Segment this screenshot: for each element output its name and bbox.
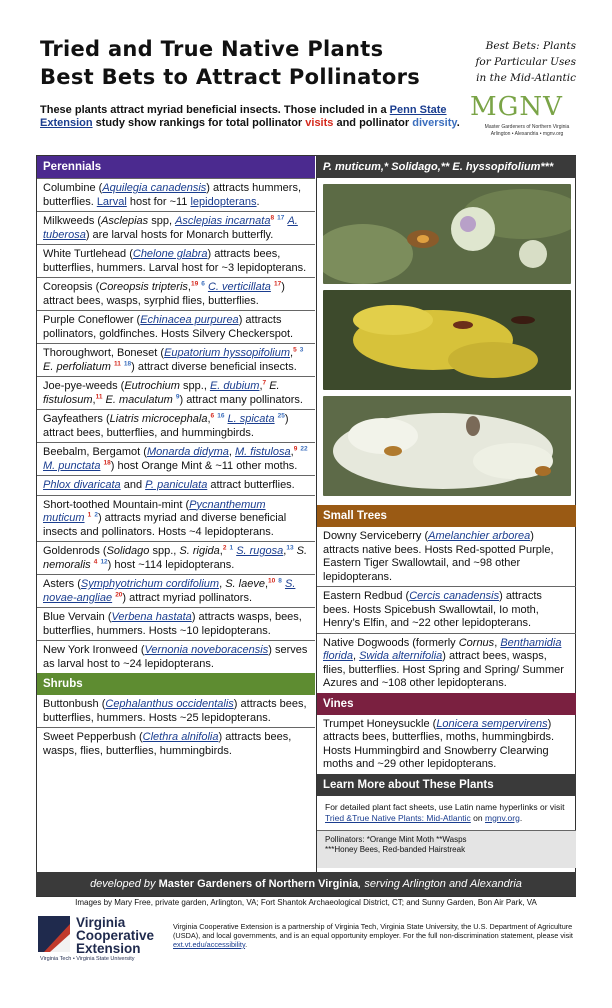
mgnv-sub-2: Arlington • Alexandria • mgnv.org xyxy=(490,131,564,137)
mgnv-logo-letters: MGNV xyxy=(470,92,563,122)
title-line-2: Best Bets to Attract Pollinators xyxy=(40,65,421,89)
entry-dogwoods xyxy=(317,633,576,693)
text: , xyxy=(352,650,360,662)
diversity-rank: 25 xyxy=(277,412,285,420)
visits-rank: 8 xyxy=(270,214,275,222)
link-lepidopterans[interactable]: lepidopterans xyxy=(190,195,257,208)
text: Trumpet Honeysuckle ( xyxy=(323,717,437,730)
visits-rank: 17 xyxy=(273,280,282,288)
footnote-line-1: Pollinators: *Orange Mint Moth **Wasps xyxy=(325,834,467,844)
entry-phlox xyxy=(37,475,315,495)
text: ) attracts native bees. Hosts Red-spotted Purple, Eastern Tiger Swallowtail, and ~98 other lepidopterans. xyxy=(323,530,554,583)
small-trees-heading: Small Trees xyxy=(317,505,576,527)
link-mgnv-org[interactable]: mgnv.org xyxy=(485,812,520,823)
text: ) attracts wasps, bees, butterflies, hummers. Hosts ~10 lepidopterans. xyxy=(43,611,302,637)
text: ) attracts bees, butterflies, moths, hummingbirds. Hosts Hummingbird and Snowberry Clearwing moths and ~29 other lepidopterans. xyxy=(323,717,555,770)
text: on xyxy=(470,812,485,823)
link-phlox-divaricata[interactable]: Phlox divaricata xyxy=(43,479,121,491)
link-swida[interactable]: Swida alternifolia xyxy=(359,650,443,662)
text: ) host ~114 lepidopterans. xyxy=(107,558,235,571)
diversity-rank: 8 xyxy=(278,577,282,585)
text: and xyxy=(120,479,146,491)
link-eutrochium-dubium[interactable]: E. dubium xyxy=(209,380,260,392)
photos-heading: P. muticum,* Solidago,** E. hyssopifolium*** xyxy=(317,156,576,178)
text: Milkweeds ( xyxy=(43,215,102,227)
penn-state-link[interactable]: Penn State Extension xyxy=(40,104,447,129)
text: , serving Arlington and Alexandria xyxy=(358,878,522,890)
visits-rank: 5 xyxy=(293,346,297,354)
link-pycnanthemum[interactable]: Pycnanthemum muticum xyxy=(43,498,266,524)
hyssopifolium-photo-icon xyxy=(323,396,571,496)
mgnv-logo-subtitle xyxy=(468,124,586,138)
entry-goldenrods: Goldenrods (Solidago spp., S. rigida,$^2$ $^1$ S. rugosa,$^{13}$ S. nemoralis $^4$ $^{12}$) host ~114 lepidopterans. xyxy=(37,541,315,574)
text: Eastern Redbud ( xyxy=(323,590,410,602)
link-verbena[interactable]: Verbena hastata xyxy=(111,611,192,623)
entry-serviceberry xyxy=(317,527,576,586)
link-monarda-punctata[interactable]: M. punctata xyxy=(43,459,101,472)
footnote-line-2: ***Honey Bees, Red-banded Hairstreak xyxy=(325,844,466,854)
latin-text: Coreopsis tripteris xyxy=(99,281,188,293)
visits-rank: 9 xyxy=(293,445,298,453)
intro-part-4: . xyxy=(456,117,460,129)
link-benthamidia[interactable]: Benthamidia florida xyxy=(323,636,562,662)
badge-line-1: Best Bets: Plants xyxy=(485,40,576,52)
text: developed by xyxy=(90,878,159,890)
diversity-label: diversity xyxy=(412,117,457,129)
link-solidago-rugosa[interactable]: S. rugosa xyxy=(236,545,284,557)
text: . xyxy=(245,940,248,949)
diversity-rank: 1 xyxy=(229,544,234,552)
text: ) serves as larval host to ~24 lepidopterans. xyxy=(43,644,308,670)
text: ) attract myriad pollinators. xyxy=(122,591,253,604)
entry-redbud xyxy=(317,586,576,633)
visits-label: visits xyxy=(305,117,334,129)
entry-milkweeds xyxy=(37,211,315,244)
text: Buttonbush ( xyxy=(43,698,106,710)
text: spp., xyxy=(179,380,210,392)
diversity-rank: 22 xyxy=(300,445,308,453)
entry-turtlehead xyxy=(37,244,315,277)
link-larval[interactable]: Larval xyxy=(96,195,127,208)
vce-name-3: Extension xyxy=(76,941,141,956)
diversity-rank: 12 xyxy=(100,557,108,565)
mgnv-logo xyxy=(470,92,578,122)
link-chelone[interactable]: Chelone glabra xyxy=(132,248,208,260)
image-credits: Images by Mary Free, private garden, Arlington, VA; Fort Shantok Archaeological District, CT; and Sunny Garden, Bon Air Park, VA xyxy=(75,898,537,907)
entry-trumpet-honeysuckle xyxy=(317,715,576,774)
text: ) attracts bees, butterflies, hummers. Larval host for ~3 lepidopterans. xyxy=(43,248,307,274)
link-symphyotrichum-novae-angliae[interactable]: S. novae-angliae xyxy=(43,578,296,604)
link-monarda-fistulosa[interactable]: M. fistulosa xyxy=(235,446,291,458)
text: ) attract bees, wasps, syrphid flies, butterflies. xyxy=(43,281,285,307)
text: Asters ( xyxy=(43,578,81,590)
intro-part-1: These plants attract myriad beneficial insects. Those included in a xyxy=(40,104,390,116)
visits-rank: 4 xyxy=(93,557,98,565)
page-title xyxy=(40,35,420,91)
diversity-rank: 18 xyxy=(123,359,132,367)
text: ) attract bees, butterflies, and hummingbirds. xyxy=(43,413,289,439)
text: ) attract many pollinators. xyxy=(179,393,303,406)
link-coreopsis-verticillata[interactable]: C. verticillata xyxy=(207,281,271,293)
text: Downy Serviceberry ( xyxy=(323,530,429,542)
link-cephalanthus[interactable]: Cephalanthus occidentalis xyxy=(105,698,234,710)
visits-rank: 10 xyxy=(268,577,276,585)
text: ) attracts hummers, butterflies. xyxy=(43,182,302,208)
visits-rank: 20 xyxy=(115,590,123,598)
link-asclepias-tuberosa[interactable]: A. tuberosa xyxy=(43,215,298,241)
text: spp, xyxy=(148,215,176,227)
visits-rank: 11 xyxy=(95,392,103,400)
text: Sweet Pepperbush ( xyxy=(43,731,143,743)
mountain-mint-photo-icon xyxy=(323,184,571,284)
text: Purple Coneflower ( xyxy=(43,314,141,326)
vce-name-1: Virginia xyxy=(76,915,126,930)
entry-coreopsis: Coreopsis (Coreopsis tripteris,$^{19}$ $^6$ C. verticillata $^{17}$) attract bees, wasps, syrphid flies, butterflies. xyxy=(37,277,315,310)
vce-name xyxy=(76,916,154,955)
text: spp., xyxy=(149,545,180,557)
text: ) attracts bees, wasps, flies, butterflies, hummingbirds. xyxy=(43,731,292,757)
entry-thoroughwort: Thoroughwort, Boneset (Eupatorium hyssopifolium,$^5$ $^3$ E. perfoliatum $^{11}$ $^{18}$) attract diverse beneficial insects. xyxy=(37,343,315,376)
visits-rank: 18 xyxy=(103,458,111,466)
diversity-rank: 3 xyxy=(299,346,304,354)
text: ) attracts pollinators, goldfinches. Hosts Silvery Checkerspot. xyxy=(43,314,294,340)
text: , xyxy=(494,636,501,649)
entry-ironweed xyxy=(37,640,315,673)
link-clethra[interactable]: Clethra alnifolia xyxy=(142,731,219,743)
text: Thoroughwort, Boneset ( xyxy=(43,347,165,359)
text: Blue Vervain ( xyxy=(43,611,112,623)
entry-coneflower xyxy=(37,310,315,343)
learn-more-heading: Learn More about These Plants xyxy=(317,774,576,796)
link-eupatorium-hyssopifolium[interactable]: Eupatorium hyssopifolium xyxy=(164,347,291,359)
badge-line-2: for Particular Uses xyxy=(475,56,576,68)
learn-more-text xyxy=(317,796,576,830)
photo-hyssopifolium xyxy=(323,396,571,496)
text: For detailed plant fact sheets, use Latin name hyperlinks or visit xyxy=(325,801,565,812)
text: , xyxy=(219,578,226,590)
main-panel xyxy=(36,155,576,897)
org-name: Master Gardeners of Northern Virginia xyxy=(158,878,359,890)
link-amelanchier[interactable]: Amelanchier arborea xyxy=(428,530,531,542)
shrubs-heading: Shrubs xyxy=(37,673,315,695)
goldenrod-photo-icon xyxy=(323,290,571,390)
text: ) attract diverse beneficial insects. xyxy=(131,360,297,373)
visits-rank: 2 xyxy=(222,544,227,552)
vce-name-2: Cooperative xyxy=(76,928,155,943)
entry-sweet-pepperbush xyxy=(37,727,315,760)
latin-text: Solidago xyxy=(106,545,150,557)
entry-blue-vervain xyxy=(37,607,315,640)
latin-text: Eutrochium xyxy=(124,380,180,392)
diversity-rank: 6 xyxy=(201,280,205,288)
link-liatris-spicata[interactable]: L. spicata xyxy=(227,413,275,425)
link-symphyotrichum-cordifolium[interactable]: Symphyotrichum cordifolium xyxy=(80,578,220,590)
link-tried-true-native-plants[interactable]: Tried &True Native Plants: Mid-Atlantic xyxy=(325,812,471,823)
visits-rank: 19 xyxy=(190,280,199,288)
latin-text: S. rigida xyxy=(179,545,220,557)
mgnv-sub-1: Master Gardeners of Northern Virginia xyxy=(484,124,570,130)
diversity-rank: 13 xyxy=(286,544,294,552)
entry-buttonbush xyxy=(37,695,315,727)
entry-joe-pye-weeds: Joe-pye-weeds (Eutrochium spp., E. dubium,$^7$ E. fistulosum,$^{11}$ E. maculatum $^9$) attract many pollinators. xyxy=(37,376,315,409)
developed-by-band xyxy=(36,872,576,896)
vce-disclaimer xyxy=(173,922,573,949)
latin-text: E. maculatum xyxy=(105,393,173,406)
link-accessibility[interactable]: ext.vt.edu/accessibility xyxy=(173,940,246,949)
pollinator-footnote xyxy=(317,830,576,868)
link-phlox-paniculata[interactable]: P. paniculata xyxy=(145,479,208,491)
text: Columbine ( xyxy=(43,182,103,194)
intro-part-3: and pollinator xyxy=(333,117,413,129)
right-column xyxy=(316,156,576,896)
latin-text: E. fistulosum xyxy=(43,380,280,406)
text: ) attracts bees, butterflies, hummers. Hosts ~25 lepidopterans. xyxy=(43,698,307,724)
text: attract butterflies. xyxy=(207,479,295,491)
link-echinacea[interactable]: Echinacea purpurea xyxy=(140,314,239,326)
text: ) are larval hosts for Monarch butterfly. xyxy=(85,228,274,241)
latin-text: S. nemoralis xyxy=(43,545,308,571)
diversity-rank: 9 xyxy=(175,392,180,400)
text: White Turtlehead ( xyxy=(43,248,133,260)
text: Coreopsis ( xyxy=(43,281,100,293)
text: Joe-pye-weeds ( xyxy=(43,380,125,392)
vines-heading: Vines xyxy=(317,693,576,715)
link-cercis[interactable]: Cercis canadensis xyxy=(409,590,500,602)
photo-goldenrod xyxy=(323,290,571,390)
latin-text: Cornus xyxy=(458,636,495,649)
entry-gayfeathers: Gayfeathers (Liatris microcephala,$^6$ $^{16}$ L. spicata $^{25}$) attract bees, butterflies, and hummingbirds. xyxy=(37,409,315,442)
latin-text: S. laeve xyxy=(225,578,265,590)
entry-columbine xyxy=(37,178,315,211)
text: Virginia Cooperative Extension is a partnership of Virginia Tech, Virginia State University, the U.S. Department of Agriculture (USDA), and local governments, and is an equal opportunity employer. For the full non-discrimination statement, please visit xyxy=(173,922,573,940)
visits-rank: 6 xyxy=(210,412,215,420)
badge-line-3: in the Mid-Atlantic xyxy=(476,72,576,84)
entry-asters: Asters (Symphyotrichum cordifolium, S. laeve,$^{10}$ $^8$ S. novae-angliae $^{20}$) attract myriad pollinators. xyxy=(37,574,315,607)
text: ) attract bees, wasps, flies, butterflies. Host Spring and Spring/ Summer Azures and ~108 other lepidopterans. xyxy=(323,650,564,689)
entry-beebalm: Beebalm, Bergamot (Monarda didyma, M. fistulosa,$^9$ $^{22}$ M. punctata $^{18}$) host Orange Mint & ~11 other moths. xyxy=(37,442,315,475)
text: Gayfeathers ( xyxy=(43,413,110,425)
text: Native Dogwoods (formerly xyxy=(323,636,459,649)
text: ) host Orange Mint & ~11 other moths. xyxy=(110,459,298,472)
text: Beebalm, Bergamot ( xyxy=(43,446,147,458)
text: New York Ironweed ( xyxy=(43,644,145,656)
visits-rank: 7 xyxy=(262,379,267,387)
link-monarda-didyma[interactable]: Monarda didyma xyxy=(146,446,229,458)
diversity-rank: 2 xyxy=(94,511,98,519)
title-line-1: Tried and True Native Plants xyxy=(40,37,384,61)
latin-text: Liatris microcephala xyxy=(109,413,208,425)
link-aquilegia[interactable]: Aquilegia canadensis xyxy=(102,182,207,194)
photo-mountain-mint xyxy=(323,184,571,284)
latin-text: Asclepias xyxy=(101,215,149,227)
intro-part-2: study show rankings for total pollinator xyxy=(92,117,306,129)
link-vernonia[interactable]: Vernonia noveboracensis xyxy=(144,644,269,656)
visits-rank: 11 xyxy=(113,359,121,367)
text: . xyxy=(256,195,260,208)
left-column xyxy=(37,156,315,896)
intro-text xyxy=(40,104,465,130)
text: Goldenrods ( xyxy=(43,545,107,557)
text: . xyxy=(519,812,523,823)
text: ) attracts myriad and diverse beneficial insects and pollinators. Hosts ~4 lepidopterans. xyxy=(43,512,287,538)
diversity-rank: 16 xyxy=(217,412,225,420)
text: ) attracts bees. Hosts Spicebush Swallowtail, Io moth, Henry’s Elfin, and ~22 other lepidopterans. xyxy=(323,590,542,629)
entry-mountain-mint xyxy=(37,495,315,542)
text: Short-toothed Mountain-mint ( xyxy=(43,498,190,511)
latin-text: E. perfoliatum xyxy=(43,360,111,373)
vce-subtitle: Virginia Tech • Virginia State University xyxy=(40,956,135,962)
diversity-rank: 17 xyxy=(277,214,285,222)
best-bets-badge xyxy=(451,38,576,86)
link-asclepias-incarnata[interactable]: Asclepias incarnata xyxy=(175,215,271,227)
perennials-heading: Perennials xyxy=(37,156,315,178)
link-lonicera[interactable]: Lonicera sempervirens xyxy=(436,717,548,730)
visits-rank: 1 xyxy=(87,511,92,519)
text: host for ~11 xyxy=(126,195,191,208)
